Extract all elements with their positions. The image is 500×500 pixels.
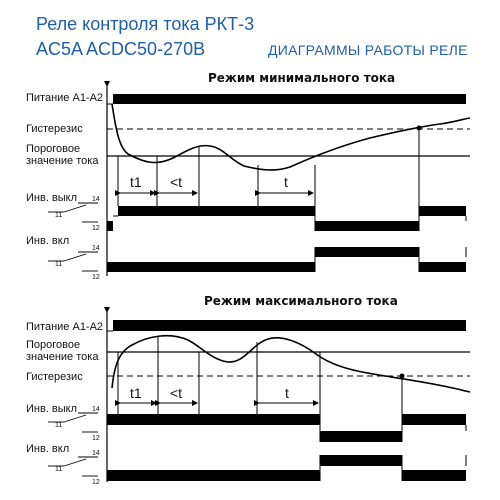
relay-state-inverse-off bbox=[107, 414, 466, 442]
pin-14-off: 14 bbox=[92, 196, 100, 203]
interval-less-than-t: <t bbox=[170, 174, 183, 190]
maximum-mode-title: Режим максимального тока bbox=[204, 294, 398, 308]
power-bar bbox=[113, 320, 466, 331]
pin-11-off: 11 bbox=[55, 212, 63, 219]
inverse-off-label: Инв. выкл bbox=[26, 192, 78, 204]
hysteresis-crossing-point bbox=[417, 126, 422, 131]
relay-state-inverse-on bbox=[107, 247, 466, 272]
pin-14-on: 14 bbox=[92, 245, 100, 252]
pin-12-on: 12 bbox=[92, 479, 100, 486]
time-markers bbox=[118, 128, 419, 216]
inverse-on-label: Инв. вкл bbox=[26, 235, 70, 247]
pin-12-on: 12 bbox=[92, 274, 100, 281]
pin-11-on: 11 bbox=[55, 466, 63, 473]
power-bar bbox=[113, 94, 466, 104]
pin-12-off: 12 bbox=[92, 435, 100, 442]
time-markers bbox=[118, 336, 402, 426]
power-label: Питание А1-А2 bbox=[26, 321, 104, 333]
pin-11-on: 11 bbox=[55, 261, 63, 268]
pin-12-off: 12 bbox=[92, 225, 100, 232]
interval-t: t bbox=[285, 385, 289, 401]
header-model: AC5A ACDC50-270B bbox=[36, 39, 206, 59]
inverse-on-label: Инв. вкл bbox=[26, 443, 70, 455]
pin-14-off: 14 bbox=[92, 406, 100, 413]
threshold-label-line1: Пороговое bbox=[26, 339, 81, 351]
header-subtitle: ДИАГРАММЫ РАБОТЫ РЕЛЕ bbox=[268, 42, 468, 58]
minimum-mode-diagram bbox=[26, 71, 470, 281]
hysteresis-crossing-point bbox=[400, 374, 405, 379]
power-label: Питание А1-А2 bbox=[26, 92, 104, 104]
threshold-label-line2: значение тока bbox=[26, 351, 99, 363]
pin-14-on: 14 bbox=[92, 450, 100, 457]
header-title: Реле контроля тока РКТ-3 bbox=[36, 14, 255, 34]
threshold-label-line1: Пороговое bbox=[26, 143, 81, 155]
maximum-mode-diagram bbox=[26, 294, 470, 486]
hysteresis-label: Гистерезис bbox=[26, 123, 83, 135]
current-waveform bbox=[112, 104, 470, 170]
relay-state-inverse-off bbox=[107, 206, 466, 231]
current-waveform bbox=[112, 336, 470, 392]
threshold-label-line2: значение тока bbox=[26, 155, 99, 167]
interval-t: t bbox=[284, 174, 288, 190]
interval-t1: t1 bbox=[130, 385, 142, 401]
relay-state-inverse-on bbox=[107, 455, 466, 481]
interval-t1: t1 bbox=[130, 174, 142, 190]
inverse-off-label: Инв. выкл bbox=[26, 403, 78, 415]
minimum-mode-title: Режим минимального тока bbox=[208, 71, 396, 85]
pin-11-off: 11 bbox=[55, 422, 63, 429]
hysteresis-label: Гистерезис bbox=[26, 371, 83, 383]
interval-less-than-t: <t bbox=[170, 385, 183, 401]
